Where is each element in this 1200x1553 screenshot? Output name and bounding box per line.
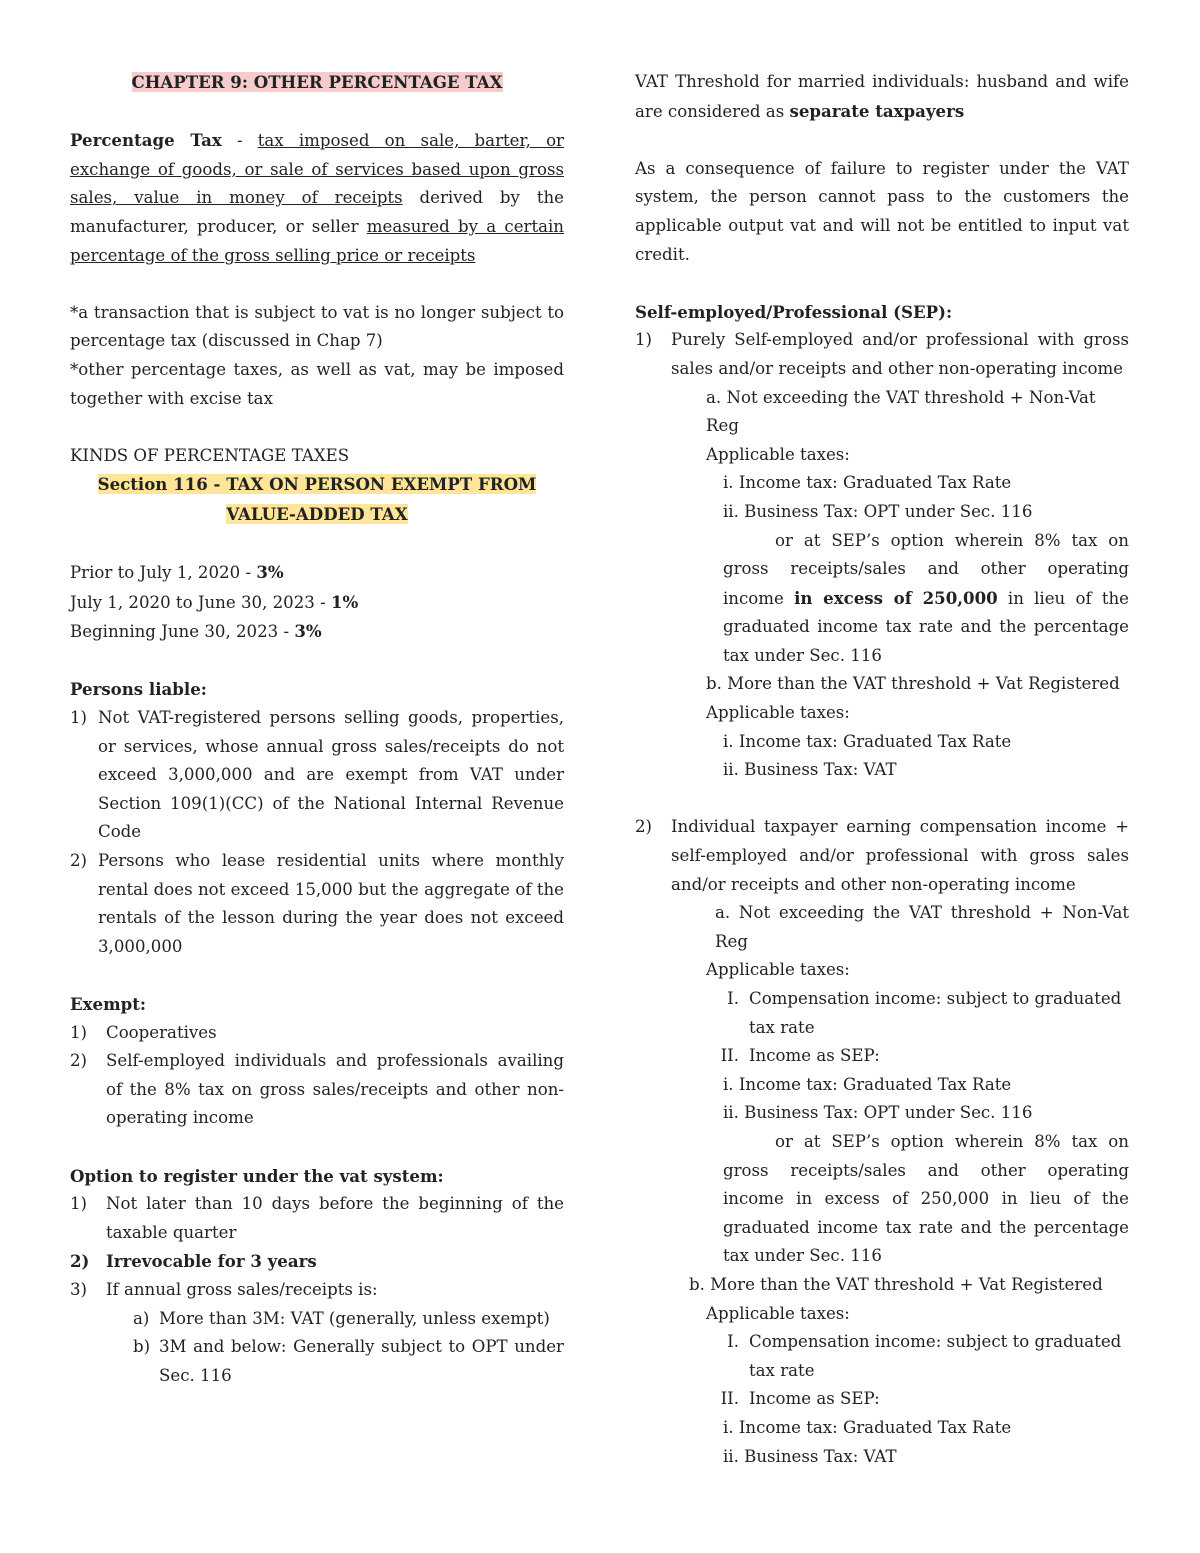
applicable-taxes-label: Applicable taxes: <box>706 1303 850 1323</box>
sub-item-b: b. More than the VAT threshold + Vat Registered <box>706 674 1120 694</box>
note-vat-exclusion: *a transaction that is subject to vat is no longer subject to percentage tax (discussed in Chap 7) <box>70 302 564 351</box>
rate-line: Beginning June 30, 2023 - 3% <box>70 621 322 642</box>
married-threshold: VAT Threshold for married individuals: husband and wife are considered as separate taxpayers <box>635 72 1129 121</box>
exempt-heading: Exempt: <box>70 994 147 1014</box>
rate-line: July 1, 2020 to June 30, 2023 - 1% <box>70 591 359 612</box>
list-item: 1) Purely Self-employed and/or professional with gross sales and/or receipts and other non-operating income <box>635 330 1129 378</box>
chapter-title: CHAPTER 9: OTHER PERCENTAGE TAX <box>131 72 503 92</box>
option-heading: Option to register under the vat system: <box>70 1165 444 1186</box>
sub-list-item: a) More than 3M: VAT (generally, unless exempt) <box>133 1308 550 1328</box>
tax-line: ii. Business Tax: OPT under Sec. 116 <box>723 501 1033 521</box>
left-column <box>70 68 564 1390</box>
roman-item: I. Compensation income: subject to graduated tax rate <box>727 1332 1122 1380</box>
note-excise-tax: *other percentage taxes, as well as vat, may be imposed together with excise tax <box>70 359 564 408</box>
list-item: 2) Individual taxpayer earning compensation income + self-employed and/or professional with gross sales and/or receipts and other non-operating income <box>635 817 1129 894</box>
roman-item: II. Income as SEP: <box>720 1389 880 1409</box>
percentage-tax-definition: Percentage Tax - tax imposed on sale, barter, or exchange of goods, or sale of services based upon gross sales, value in money of receipts derived by the manufacturer, producer, or seller measured by a certain percentage of the gross selling price or receipts <box>70 130 564 265</box>
persons-liable-heading: Persons liable: <box>70 679 207 700</box>
sep-option-text: or at SEP’s option wherein 8% tax on gross receipts/sales and other operating income in excess of 250,000 in lieu of the graduated income tax rate and the percentage tax under Sec. 116 <box>723 1131 1129 1266</box>
roman-item: II. Income as SEP: <box>720 1046 880 1066</box>
list-item: 3) If annual gross sales/receipts is: <box>70 1279 378 1299</box>
section-116-heading: Section 116 - TAX ON PERSON EXEMPT FROM VALUE-ADDED TAX <box>97 474 537 524</box>
sub-item-a: a. Not exceeding the VAT threshold + Non-Vat Reg <box>715 903 1129 951</box>
sub-list-item: b) 3M and below: Generally subject to OPT under Sec. 116 <box>133 1337 564 1385</box>
rate-line: Prior to July 1, 2020 - 3% <box>70 562 284 583</box>
tax-line: ii. Business Tax: VAT <box>723 1446 897 1466</box>
sub-item-b: b. More than the VAT threshold + Vat Registered <box>689 1274 1103 1294</box>
consequence-paragraph: As a consequence of failure to register under the VAT system, the person cannot pass to the customers the applicable output vat and will not be entitled to input vat credit. <box>635 158 1129 264</box>
list-item: 2) Self-employed individuals and professionals availing of the 8% tax on gross sales/receipts and other non-operating income <box>70 1051 564 1128</box>
tax-line: i. Income tax: Graduated Tax Rate <box>723 731 1012 751</box>
tax-line: i. Income tax: Graduated Tax Rate <box>723 1074 1012 1094</box>
applicable-taxes-label: Applicable taxes: <box>706 703 850 723</box>
kinds-heading: KINDS OF PERCENTAGE TAXES <box>70 445 350 465</box>
tax-line: ii. Business Tax: VAT <box>723 760 897 780</box>
tax-line: ii. Business Tax: OPT under Sec. 116 <box>723 1103 1033 1123</box>
tax-line: i. Income tax: Graduated Tax Rate <box>723 473 1012 493</box>
tax-line: i. Income tax: Graduated Tax Rate <box>723 1417 1012 1437</box>
sep-heading: Self-employed/Professional (SEP): <box>635 301 953 322</box>
list-item: 2) Irrevocable for 3 years <box>70 1251 317 1272</box>
applicable-taxes-label: Applicable taxes: <box>706 444 850 464</box>
sub-item-a: a. Not exceeding the VAT threshold + Non-Vat Reg <box>706 387 1096 436</box>
list-item: 2) Persons who lease residential units where monthly rental does not exceed 15,000 but the aggregate of the rentals of the lesson during the year does not exceed 3,000,000 <box>70 851 564 956</box>
right-column <box>635 68 1129 1471</box>
list-item: 1) Not later than 10 days before the beginning of the taxable quarter <box>70 1194 564 1242</box>
list-item: 1) Cooperatives <box>70 1022 217 1042</box>
roman-item: I. Compensation income: subject to graduated tax rate <box>727 989 1122 1037</box>
list-item: 1) Not VAT-registered persons selling goods, properties, or services, whose annual gross sales/receipts do not exceed 3,000,000 and are exempt from VAT under Section 109(1)(CC) of the National Internal Revenue Code <box>70 708 564 842</box>
applicable-taxes-label: Applicable taxes: <box>706 960 850 980</box>
sep-option-text: or at SEP’s option wherein 8% tax on gross receipts/sales and other operating income in excess of 250,000 in lieu of the graduated income tax rate and the percentage tax under Sec. 116 <box>723 530 1129 665</box>
